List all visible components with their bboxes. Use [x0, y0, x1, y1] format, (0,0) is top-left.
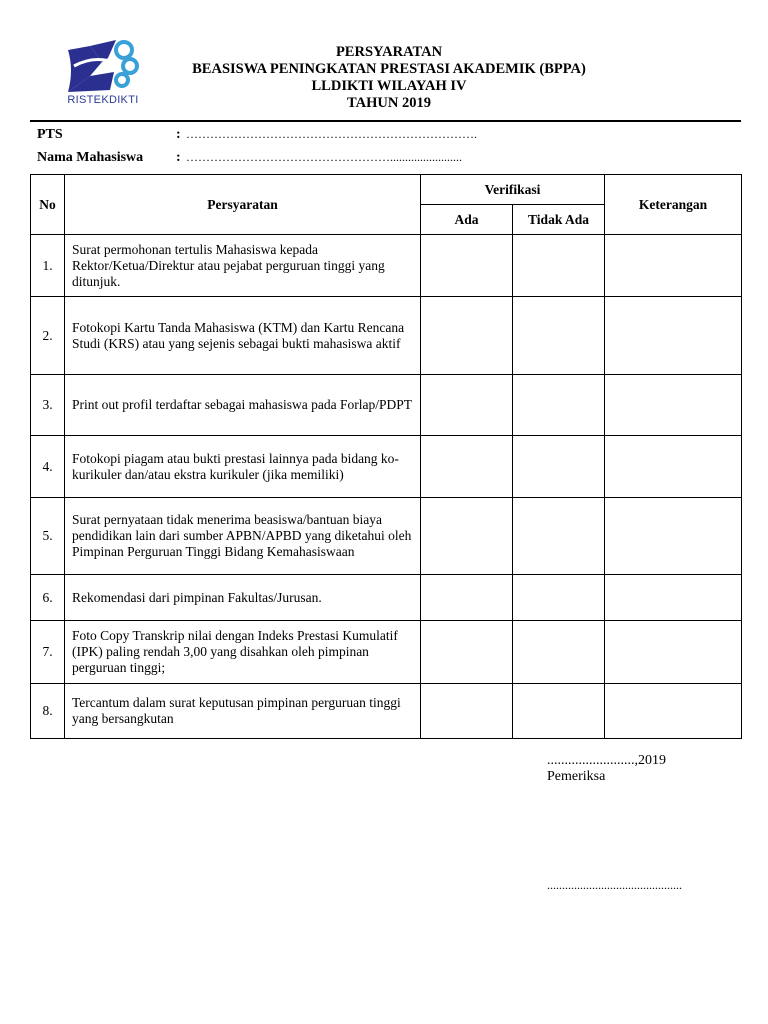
table-row	[31, 498, 742, 575]
row-number: 3.	[31, 375, 65, 436]
cell-tidak-ada	[513, 498, 605, 575]
cell-tidak-ada	[513, 684, 605, 739]
ristekdikti-emblem-icon	[60, 36, 146, 96]
field-pts-label: PTS	[37, 127, 63, 142]
field-pts-value: ……………………………………………………………….	[186, 127, 477, 141]
requirements-table	[30, 174, 742, 739]
table-row	[31, 297, 742, 375]
cell-tidak-ada	[513, 436, 605, 498]
field-nama-colon: :	[176, 150, 181, 165]
signature-date: .........................,2019	[547, 753, 666, 768]
field-pts-colon: :	[176, 127, 181, 142]
cell-keterangan	[605, 235, 742, 297]
row-number: 2.	[31, 297, 65, 375]
cell-tidak-ada	[513, 235, 605, 297]
row-requirement: Tercantum dalam surat keputusan pimpinan perguruan tinggi yang bersangkutan	[65, 684, 421, 739]
header-ada: Ada	[421, 205, 513, 235]
cell-ada	[421, 684, 513, 739]
row-requirement: Surat permohonan tertulis Mahasiswa kepada Rektor/Ketua/Direktur atau pejabat perguruan tinggi yang ditunjuk.	[65, 235, 421, 297]
row-number: 8.	[31, 684, 65, 739]
title-line-2: BEASISWA PENINGKATAN PRESTASI AKADEMIK (BPPA)	[192, 61, 586, 77]
header-persyaratan: Persyaratan	[65, 175, 421, 235]
header-no: No	[31, 175, 65, 235]
title-line-1: PERSYARATAN	[335, 44, 443, 60]
table-row	[31, 575, 742, 621]
signature-role: Pemeriksa	[547, 769, 606, 784]
cell-tidak-ada	[513, 297, 605, 375]
row-requirement: Foto Copy Transkrip nilai dengan Indeks Prestasi Kumulatif (IPK) paling rendah 3,00 yang disahkan oleh pimpinan perguruan tinggi;	[65, 621, 421, 684]
table-row	[31, 684, 742, 739]
row-number: 7.	[31, 621, 65, 684]
header-keterangan: Keterangan	[605, 175, 742, 235]
row-number: 1.	[31, 235, 65, 297]
row-number: 6.	[31, 575, 65, 621]
row-requirement: Fotokopi piagam atau bukti prestasi lainnya pada bidang ko-kurikuler dan/atau ekstra kurikuler (jika memiliki)	[65, 436, 421, 498]
cell-tidak-ada	[513, 621, 605, 684]
cell-ada	[421, 621, 513, 684]
field-nama-value: ……………………………………………........................	[186, 150, 462, 164]
cell-ada	[421, 235, 513, 297]
signature-line: .............................................	[547, 878, 682, 892]
cell-keterangan	[605, 498, 742, 575]
title-line-4: TAHUN 2019	[347, 95, 431, 111]
table-row	[31, 621, 742, 684]
header-divider	[30, 120, 741, 122]
cell-ada	[421, 375, 513, 436]
table-row	[31, 375, 742, 436]
table-row	[31, 436, 742, 498]
cell-keterangan	[605, 297, 742, 375]
field-nama-label: Nama Mahasiswa	[37, 150, 144, 165]
ristekdikti-logo	[60, 36, 146, 110]
row-requirement: Fotokopi Kartu Tanda Mahasiswa (KTM) dan Kartu Rencana Studi (KRS) atau yang sejenis sebagai bukti mahasiswa aktif	[65, 297, 421, 375]
row-requirement: Rekomendasi dari pimpinan Fakultas/Jurusan.	[65, 575, 421, 621]
row-requirement: Surat pernyataan tidak menerima beasiswa/bantuan biaya pendidikan lain dari sumber APBN/APBD yang diketahui oleh Pimpinan Perguruan Tinggi Bidang Kemahasiswaan	[65, 498, 421, 575]
cell-ada	[421, 297, 513, 375]
table-row	[31, 235, 742, 297]
cell-ada	[421, 575, 513, 621]
row-requirement: Print out profil terdaftar sebagai mahasiswa pada Forlap/PDPT	[65, 375, 421, 436]
cell-keterangan	[605, 575, 742, 621]
cell-tidak-ada	[513, 575, 605, 621]
title-line-3: LLDIKTI WILAYAH IV	[311, 78, 467, 94]
cell-ada	[421, 498, 513, 575]
header-tidak-ada: Tidak Ada	[513, 205, 605, 235]
row-number: 4.	[31, 436, 65, 498]
cell-keterangan	[605, 375, 742, 436]
cell-ada	[421, 436, 513, 498]
header-verifikasi: Verifikasi	[421, 175, 605, 205]
cell-keterangan	[605, 621, 742, 684]
logo-text: RISTEKDIKTI	[67, 94, 139, 106]
document-title	[160, 44, 618, 112]
cell-keterangan	[605, 684, 742, 739]
row-number: 5.	[31, 498, 65, 575]
cell-keterangan	[605, 436, 742, 498]
cell-tidak-ada	[513, 375, 605, 436]
